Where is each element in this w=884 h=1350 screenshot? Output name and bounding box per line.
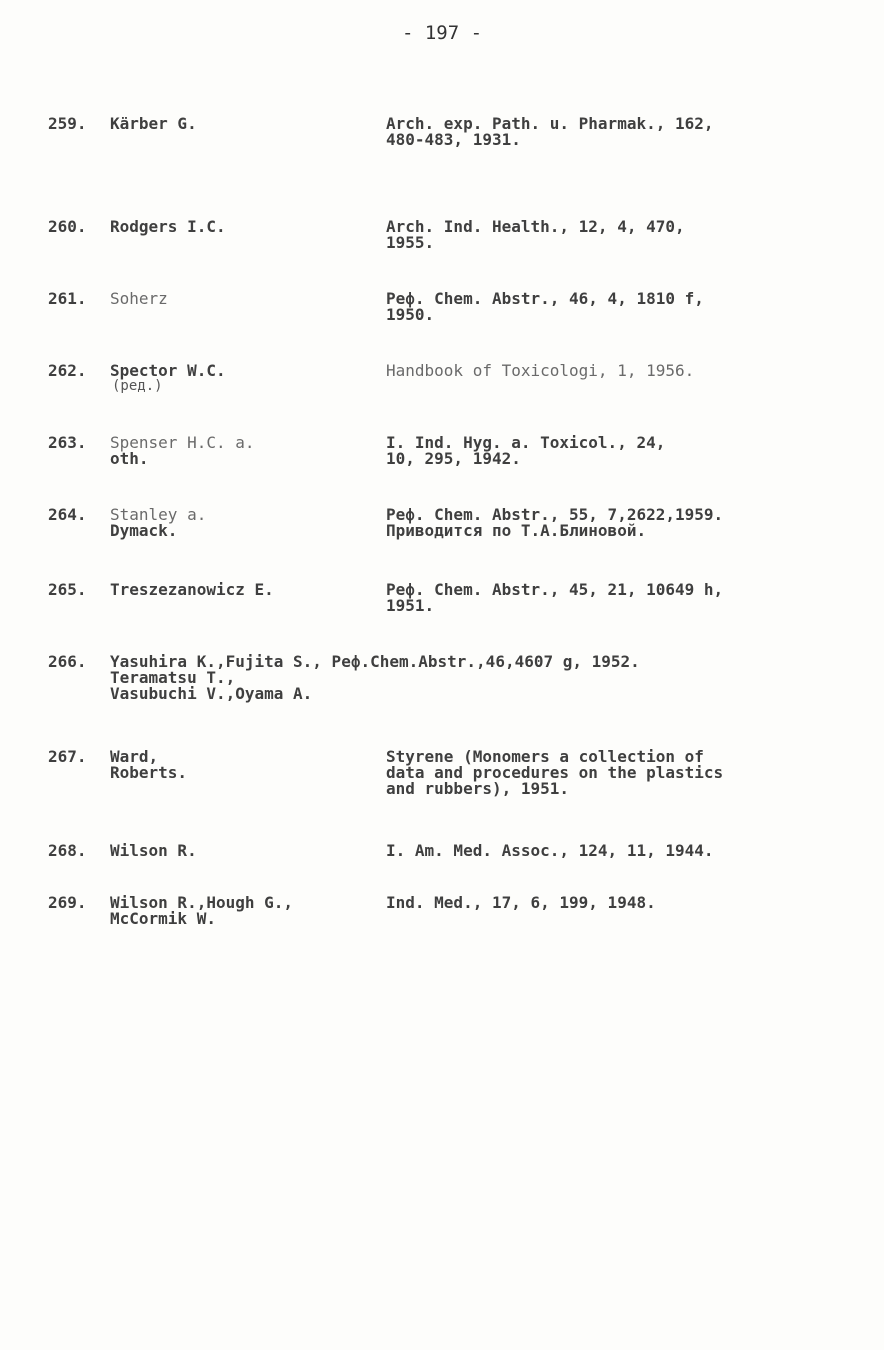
- entry-number: 267.: [48, 747, 87, 766]
- entry-authors: Wilson R.,Hough G., McCormik W.: [110, 893, 294, 928]
- entry-number: 260.: [48, 217, 87, 236]
- reference-entry: [48, 843, 868, 895]
- entry-citation: Handbook of Toxicologi, 1, 1956.: [386, 361, 695, 380]
- entry-citation: Реф. Chem. Abstr., 45, 21, 10649 h, 1951.: [386, 580, 724, 615]
- entry-number: 262.: [48, 361, 87, 380]
- entry-citation: Styrene (Monomers a collection of data and procedures on the plastics and rubbers), 1951.: [386, 747, 724, 798]
- entry-number: 265.: [48, 580, 87, 599]
- editor-note: (ред.): [112, 378, 163, 394]
- reference-entry: [48, 116, 868, 219]
- entry-number: 264.: [48, 505, 87, 524]
- entry-authors: Wilson R.: [110, 841, 197, 860]
- entry-citation: Ind. Med., 17, 6, 199, 1948.: [386, 893, 656, 912]
- entry-citation: Реф. Chem. Abstr., 46, 4, 1810 f, 1950.: [386, 289, 704, 324]
- entry-citation: Реф. Chem. Abstr., 55, 7,2622,1959. Приводится по Т.А.Блиновой.: [386, 505, 724, 540]
- reference-entry: [48, 435, 868, 507]
- entry-number: 269.: [48, 893, 87, 912]
- entry-citation: Arch. Ind. Health., 12, 4, 470, 1955.: [386, 217, 685, 252]
- entry-authors: Ward, Roberts.: [110, 747, 188, 782]
- reference-list: [48, 116, 868, 935]
- entry-number: 259.: [48, 114, 87, 133]
- entry-citation: I. Ind. Hyg. a. Toxicol., 24, 10, 295, 1942.: [386, 433, 666, 468]
- reference-entry: [48, 219, 868, 291]
- entry-authors: Rodgers I.C.: [110, 217, 226, 236]
- entry-number: 266.: [48, 652, 87, 671]
- entry-authors: Treszezanowicz E.: [110, 580, 274, 599]
- reference-entry: [48, 749, 868, 843]
- entry-number: 263.: [48, 433, 87, 452]
- reference-entry: [48, 507, 868, 582]
- entry-authors: Kärber G.: [110, 114, 197, 133]
- entry-authors: Yasuhira K.,Fujita S., Реф.Chem.Abstr.,46,4607 g, 1952. Teramatsu T., Vasubuchi V.,Oyama A.: [110, 652, 640, 703]
- entry-authors: Spenser H.C. a. oth.: [110, 433, 255, 468]
- entry-citation: I. Am. Med. Assoc., 124, 11, 1944.: [386, 841, 714, 860]
- entry-authors: Soherz: [110, 289, 168, 308]
- entry-citation: Arch. exp. Path. u. Pharmak., 162, 480-483, 1931.: [386, 114, 714, 149]
- page-number: - 197 -: [401, 22, 483, 44]
- entry-number: 268.: [48, 841, 87, 860]
- reference-entry: [48, 582, 868, 654]
- reference-entry: [48, 291, 868, 363]
- entry-authors: Stanley a. Dymack.: [110, 505, 207, 540]
- reference-entry: [48, 895, 868, 935]
- entry-number: 261.: [48, 289, 87, 308]
- reference-entry: [48, 654, 868, 749]
- entry-authors: Spector W.C. (ред.): [110, 363, 386, 435]
- reference-entry: [48, 363, 868, 435]
